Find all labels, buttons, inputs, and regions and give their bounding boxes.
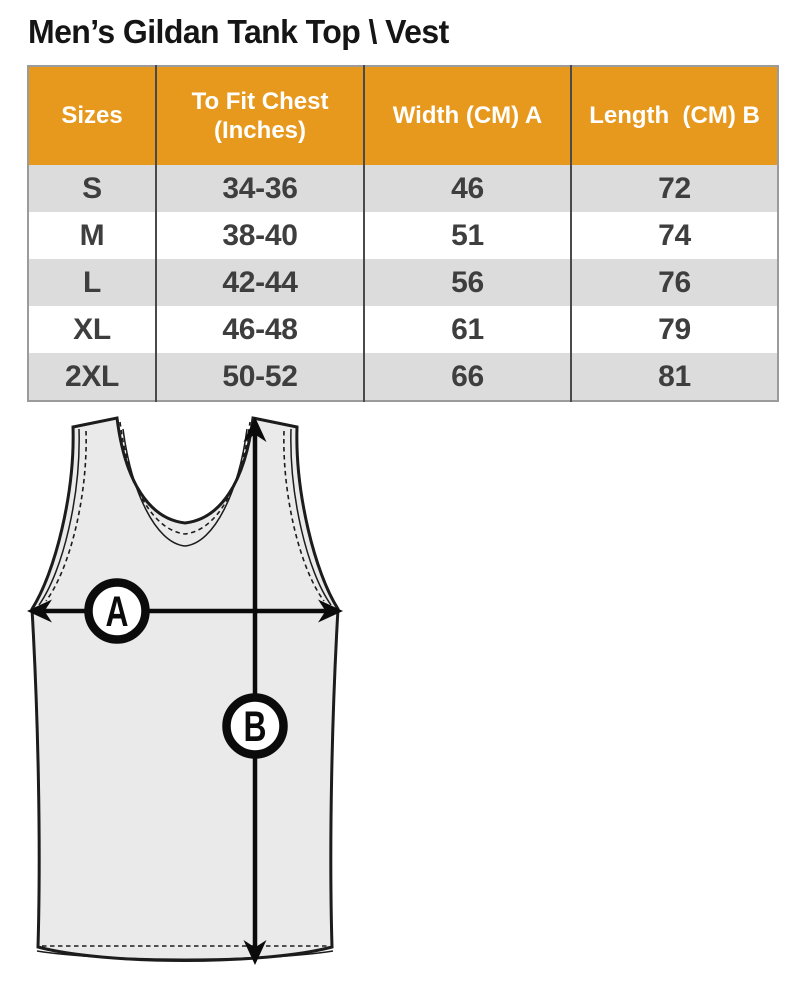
page-title: Men’s Gildan Tank Top \ Vest — [28, 13, 449, 50]
chest-cell: 46-48 — [156, 306, 364, 353]
table-row-xl — [28, 306, 778, 353]
length-cell: 79 — [571, 306, 778, 353]
length-cell: 72 — [571, 165, 778, 212]
col-header-label: To Fit Chest (Inches) — [191, 87, 336, 144]
width-cell: 66 — [364, 353, 571, 401]
col-header-chest — [156, 66, 364, 165]
col-header-label: Sizes — [61, 102, 123, 130]
size-cell: M — [79, 218, 105, 252]
width-cell: 61 — [364, 306, 571, 353]
size-cell: XL — [73, 312, 111, 346]
size-chart-table — [27, 65, 779, 402]
tank-top-diagram — [25, 413, 345, 975]
tank-top-body — [32, 418, 338, 961]
table-row-l — [28, 259, 778, 306]
col-header-label: Width (CM) A — [392, 102, 543, 130]
length-cell: 74 — [571, 212, 778, 259]
table-row-s — [28, 165, 778, 212]
chest-cell: 38-40 — [156, 212, 364, 259]
col-header-sizes — [28, 66, 156, 165]
length-cell: 76 — [571, 259, 778, 306]
length-label: B — [243, 703, 267, 752]
width-cell: 51 — [364, 212, 571, 259]
size-cell: 2XL — [64, 359, 120, 393]
table-row-2xl — [28, 353, 778, 401]
chest-cell: 42-44 — [156, 259, 364, 306]
size-cell: L — [82, 265, 102, 299]
width-cell: 46 — [364, 165, 571, 212]
chest-cell: 50-52 — [156, 353, 364, 401]
width-label: A — [105, 588, 129, 637]
col-header-length — [571, 66, 778, 165]
col-header-width — [364, 66, 571, 165]
size-cell: S — [82, 171, 102, 205]
header-row — [28, 66, 778, 165]
length-cell: 81 — [571, 353, 778, 401]
table-row-m — [28, 212, 778, 259]
width-cell: 56 — [364, 259, 571, 306]
chest-cell: 34-36 — [156, 165, 364, 212]
col-header-label: Length (CM) B — [589, 102, 760, 130]
